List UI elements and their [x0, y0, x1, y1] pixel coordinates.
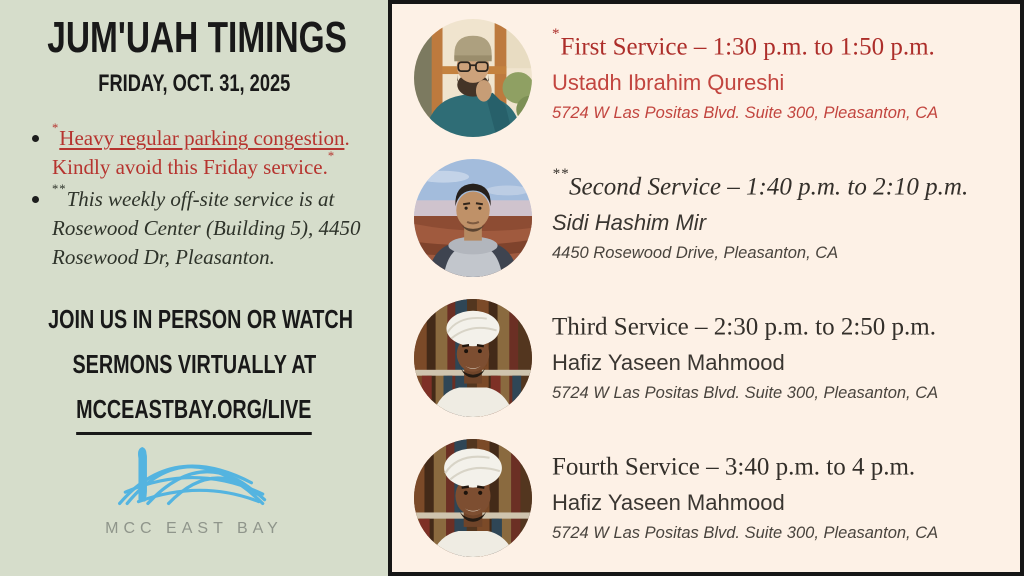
join-line-2 [0, 342, 388, 387]
service-title-text: Third Service – 2:30 p.m. to 2:50 p.m. [552, 313, 936, 341]
parking-note-underlined: Heavy regular parking congestion [59, 126, 345, 151]
join-us-block [0, 297, 388, 435]
service-info-fourth [552, 453, 1020, 543]
join-line-2-text: SERMONS VIRTUALLY AT [72, 348, 316, 379]
parking-note-rest: . Kindly avoid this Friday service. [52, 126, 350, 179]
mosque-dome-logo-icon [114, 445, 274, 513]
double-asterisk-mark: ** [52, 181, 67, 196]
portrait-man-hoodie-desert-icon [414, 159, 532, 277]
bullet-dot-icon [32, 135, 39, 142]
speaker-photo-yaseen-mahmood [414, 299, 532, 417]
service-info-first [552, 26, 1020, 123]
left-panel [0, 0, 388, 576]
service-address: 4450 Rosewood Drive, Pleasanton, CA [552, 244, 839, 263]
asterisk-mark: * [327, 149, 336, 164]
speaker-name: Ustadh Ibrahim Qureshi [552, 70, 785, 96]
bullet-dot-icon [32, 196, 39, 203]
service-row-third [414, 288, 1020, 428]
event-date [0, 70, 388, 98]
offsite-note [30, 181, 370, 271]
portrait-man-cap-glasses-icon [414, 19, 532, 137]
offsite-note-text: This weekly off-site service is at Rosewood Center (Building 5), 4450 Rosewood Dr, Pleasanton. [52, 187, 361, 269]
speaker-name: Sidi Hashim Mir [552, 210, 707, 236]
join-line-1 [0, 297, 388, 342]
speaker-name: Hafiz Yaseen Mahmood [552, 350, 785, 376]
service-title [552, 313, 1010, 341]
service-info-third [552, 313, 1020, 403]
service-title-text: Second Service – 1:40 p.m. to 2:10 p.m. [569, 173, 969, 201]
service-row-first [414, 8, 1020, 148]
speaker-name: Hafiz Yaseen Mahmood [552, 490, 785, 516]
speaker-photo-ibrahim-qureshi [414, 19, 532, 137]
live-url [0, 387, 388, 436]
speaker-photo-hashim-mir [414, 159, 532, 277]
page-title-text: JUM'UAH TIMINGS [47, 13, 347, 62]
double-asterisk-mark: ** [552, 166, 569, 183]
mcc-logo [0, 445, 388, 538]
live-url-text: MCCEASTBAY.ORG/LIVE [76, 387, 311, 436]
service-address: 5724 W Las Positas Blvd. Suite 300, Pleasanton, CA [552, 104, 939, 123]
services-panel [388, 0, 1024, 576]
service-title-text: First Service – 1:30 p.m. to 1:50 p.m. [560, 33, 935, 61]
join-line-1-text: JOIN US IN PERSON OR WATCH [48, 304, 353, 335]
service-info-second [552, 166, 1020, 263]
service-row-fourth [414, 428, 1020, 568]
speaker-photo-yaseen-mahmood [414, 439, 532, 557]
service-address: 5724 W Las Positas Blvd. Suite 300, Pleasanton, CA [552, 524, 939, 543]
service-address: 5724 W Las Positas Blvd. Suite 300, Pleasanton, CA [552, 384, 939, 403]
service-title-text: Fourth Service – 3:40 p.m. to 4 p.m. [552, 453, 916, 481]
service-row-second [414, 148, 1020, 288]
asterisk-mark: * [552, 26, 561, 43]
notes-list [30, 120, 370, 271]
logo-wordmark: MCC EAST BAY [105, 520, 283, 538]
parking-note [30, 120, 370, 181]
page-title [0, 14, 388, 62]
portrait-man-turban-books-icon [414, 299, 532, 417]
event-date-text: FRIDAY, OCT. 31, 2025 [98, 70, 290, 98]
service-title [552, 26, 1010, 61]
portrait-man-turban-books-icon [414, 439, 532, 557]
asterisk-mark: * [52, 120, 60, 135]
service-title [552, 453, 1010, 481]
service-title [552, 166, 1010, 201]
